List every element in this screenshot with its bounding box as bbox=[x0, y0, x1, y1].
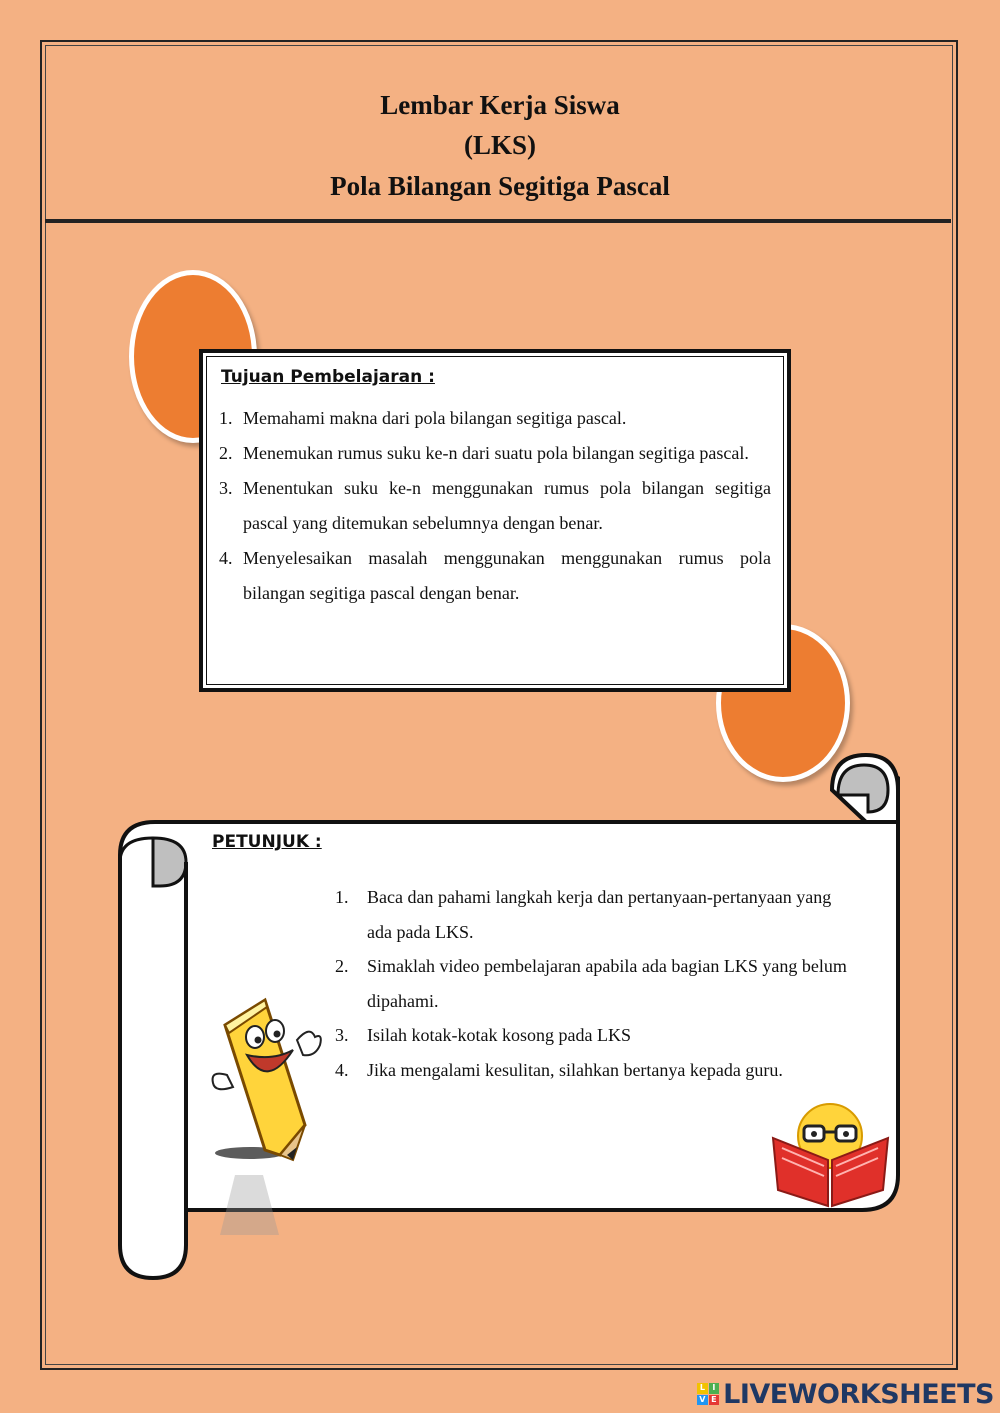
list-item bbox=[335, 1018, 855, 1053]
list-item bbox=[335, 1053, 855, 1088]
liveworksheets-logo-icon bbox=[697, 1383, 719, 1405]
title-line-1: Lembar Kerja Siswa bbox=[380, 90, 620, 120]
instructions-list bbox=[335, 880, 855, 1087]
instructions-heading: PETUNJUK : bbox=[212, 832, 322, 852]
learning-goals-heading: Tujuan Pembelajaran : bbox=[221, 367, 435, 387]
list-item-number: 4. bbox=[219, 548, 233, 568]
list-item-number: 1. bbox=[335, 887, 349, 907]
list-item bbox=[335, 949, 855, 1018]
logo-mark-letter: L bbox=[697, 1383, 708, 1394]
title-line-2: (LKS) bbox=[463, 130, 536, 160]
list-item-number: 3. bbox=[335, 1025, 349, 1045]
smiley-reading-book-icon bbox=[768, 1098, 893, 1208]
list-item-number: 2. bbox=[219, 443, 233, 463]
list-item-text: Menentukan suku ke-n menggunakan rumus pola bilangan segitiga pascal yang ditemukan sebelumnya dengan benar. bbox=[243, 478, 771, 533]
list-item-number: 1. bbox=[219, 408, 233, 428]
list-item-number: 2. bbox=[335, 956, 349, 976]
title-line-3: Pola Bilangan Segitiga Pascal bbox=[330, 171, 670, 201]
list-item bbox=[335, 880, 855, 949]
list-item-text: Simaklah video pembelajaran apabila ada bagian LKS yang belum dipahami. bbox=[367, 956, 847, 1011]
list-item-text: Isilah kotak-kotak kosong pada LKS bbox=[367, 1025, 631, 1045]
logo-mark-letter: I bbox=[709, 1383, 720, 1394]
list-item-text: Menyelesaikan masalah menggunakan menggunakan rumus pola bilangan segitiga pascal dengan benar. bbox=[243, 548, 771, 603]
list-item-text: Memahami makna dari pola bilangan segitiga pascal. bbox=[243, 408, 627, 428]
logo-mark-letter: V bbox=[697, 1395, 708, 1406]
list-item-text: Jika mengalami kesulitan, silahkan bertanya kepada guru. bbox=[367, 1059, 783, 1080]
list-item-number: 3. bbox=[219, 478, 233, 498]
logo-mark-letter: E bbox=[709, 1395, 720, 1406]
list-item-number: 4. bbox=[335, 1059, 349, 1080]
list-item-text: Menemukan rumus suku ke-n dari suatu pola bilangan segitiga pascal. bbox=[243, 443, 749, 463]
list-item-text: Baca dan pahami langkah kerja dan pertanyaan-pertanyaan yang ada pada LKS. bbox=[367, 887, 832, 942]
pencil-mascot-icon bbox=[205, 995, 330, 1235]
liveworksheets-logo bbox=[697, 1377, 994, 1411]
liveworksheets-logo-text: LIVEWORKSHEETS bbox=[723, 1378, 994, 1410]
